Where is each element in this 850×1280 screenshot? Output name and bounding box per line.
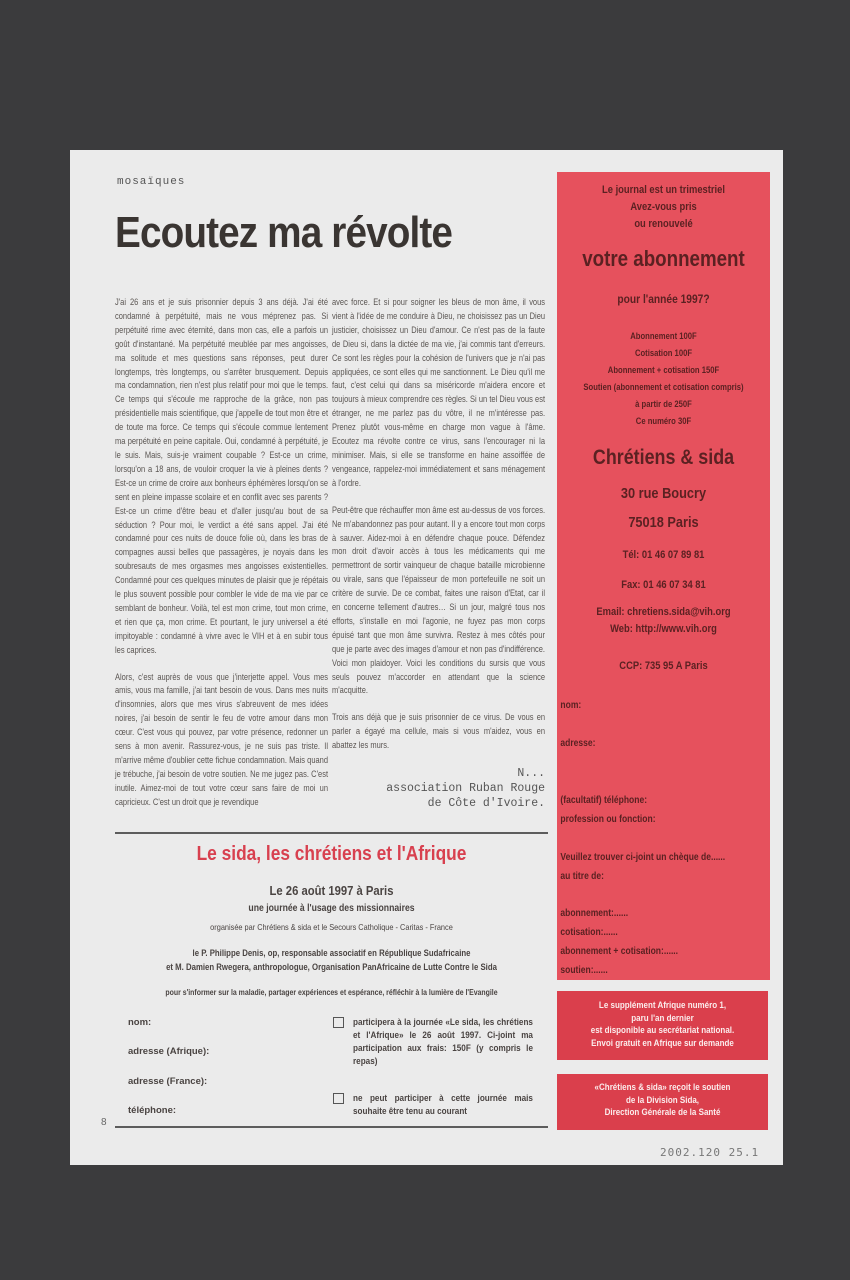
supplement-notice: [557, 991, 768, 1060]
article-title: Ecoutez ma révolte: [115, 208, 453, 257]
support-notice: [557, 1074, 768, 1130]
form-cotisation[interactable]: cotisation:......: [560, 927, 618, 938]
price-item: Ce numéro 30F: [635, 416, 692, 426]
article-column-1: [115, 296, 328, 823]
option-text: participera à la journée «Le sida, les chrétiens et l'Afrique» le 26 août 1997. Ci-joint ma participation aux frais: 150F (y compris le repas): [353, 1017, 533, 1067]
checkbox[interactable]: [333, 1093, 344, 1104]
org-web[interactable]: Web: http://www.vih.org: [610, 623, 717, 635]
paragraph: J'ai 26 ans et je suis prisonnier depuis 3 ans déjà. J'ai été condamné à perpétuité, mais ne vous méprenez pas. Si perpétuité rime avec éternité, dans mon cas, elle a parfois un goût d'instantané. Ma perpétuité meublée par mes angoisses, ma solitude et mes questions sans réponses, peut durer longtemps, très longtemps, ou s'arrêter brusquement. Depuis ma condamnation, rien n'est plus relatif pour moi que le temps. Ce temps qui s'écoule me rapproche de la grâce, non pas présidentielle mais scientifique, que j'appelle de tout mon être et de toute ma force. Ce temps qui s'écoule commue lentement ma perpétuité en peine capitale. Oui, condamné à perpétuité, je le suis. Mais, suis-je vraiment coupable ? Est-ce un crime, lorsqu'on a 18 ans, de vouloir croquer la vie à pleines dents ? Est-ce un crime de croire aux bonheurs éphémères lorsqu'on se sent en pleine impasse scolaire et en conflit avec ses parents ? Est-ce un crime d'être beau et d'aller jusqu'au bout de sa séduction ? Pour moi, le verdict a été sans appel. J'ai été condamné pour ces nuits de douce folie où, dans les bras de compagnes aussi belles que passagères, je noyais dans les soubresauts de mes orgasmes mes angoisses existentielles. Condamné pour ces quelques minutes de plaisir que je répétais le plus souvent possible pour combler le vide de ma vie par ce semblant de bonheur. Voilà, tel est mon crime, tout mon crime, et rien que ça, mon crime. Et pourtant, le jury universel a été impitoyable : condamné à vivre avec le VIH et à en subir tous les caprices.: [115, 297, 329, 656]
org-ccp: CCP: 735 95 A Paris: [619, 660, 708, 672]
article-column-2: [332, 296, 545, 811]
org-email[interactable]: Email: chretiens.sida@vih.org: [596, 606, 731, 618]
intro-line: Avez-vous pris: [630, 201, 697, 213]
form-cheque: Veuillez trouver ci-joint un chèque de......: [560, 852, 726, 863]
section-label: mosaïques: [117, 176, 186, 188]
intro-line: ou renouvelé: [634, 218, 693, 230]
form-abonnement[interactable]: abonnement:......: [560, 908, 629, 919]
event-subtitle: une journée à l'usage des missionnaires: [248, 903, 415, 914]
divider: [115, 832, 548, 834]
column-text: [332, 296, 545, 753]
subscription-year: pour l'année 1997?: [617, 292, 710, 306]
event-title: Le sida, les chrétiens et l'Afrique: [196, 843, 467, 865]
notice-text: [557, 1000, 768, 1050]
column-text: [115, 296, 328, 810]
form-title: au titre de:: [560, 871, 604, 882]
page-number: 8: [101, 1117, 107, 1128]
form-address[interactable]: adresse:: [560, 738, 596, 749]
intro-line: Le journal est un trimestriel: [602, 184, 725, 196]
event-organizers: organisée par Chrétiens & sida et le Secours Catholique - Caritas - France: [210, 922, 453, 932]
notice-line: Envoi gratuit en Afrique sur demande: [591, 1037, 734, 1049]
checkbox[interactable]: [333, 1017, 344, 1028]
price-item: Soutien (abonnement et cotisation compris): [583, 382, 744, 392]
handwritten-accession-number: 2002.120 25.1: [660, 1146, 760, 1159]
field-name[interactable]: nom:: [128, 1017, 152, 1028]
org-name: Chrétiens & sida: [592, 446, 735, 469]
org-street: 30 rue Boucry: [620, 485, 707, 502]
divider: [115, 1126, 548, 1128]
notice-line: est disponible au secrétariat national.: [590, 1025, 735, 1036]
subscription-intro: [557, 182, 770, 233]
event-announcement: [115, 843, 548, 1000]
price-item: Cotisation 100F: [634, 348, 693, 358]
org-fax: Fax: 01 46 07 34 81: [621, 579, 706, 591]
notice-line: de la Division Sida,: [625, 1094, 700, 1106]
notice-line: «Chrétiens & sida» reçoit le soutien: [594, 1082, 731, 1093]
field-address-france[interactable]: adresse (France):: [128, 1076, 208, 1087]
org-city: 75018 Paris: [628, 514, 699, 531]
field-telephone[interactable]: téléphone:: [128, 1105, 177, 1116]
notice-line: Le supplément Afrique numéro 1,: [598, 1000, 727, 1011]
event-purpose: pour s'informer sur la maladie, partager expériences et espérance, réfléchir à la lumière de l'Evangile: [165, 988, 498, 997]
paragraph: avec force. Et si pour soigner les bleus de mon âme, il vous vient à l'idée de me conduire à Dieu, ne choisissez pas un Dieu justicier, choisissez un Dieu d'amour. Ce n'est pas de la faute de Dieu si, dans la dictée de ma vie, j'ai commis tant d'erreurs. Ce sont les règles pour la cohésion de l'univers que je n'ai pas appliquées, ce sont elles qui me sanctionnent. Le Dieu qu'il me faut, c'est celui qui dans sa miséricorde m'aidera encore et toujours à mieux comprendre ces règles. Si un tel Dieu vous est étranger, ne me parlez pas du vôtre, il ne m'intéresse pas. Prenez plutôt vous-même en charge mon vague à l'âme. Ecoutez ma révolte contre ce virus, sans l'encourager ni la minimiser. Mais, si elle se transforme en haine assoiffée de vengeance, rappelez-moi immédiatement et sans ménagement à l'ordre.: [332, 297, 546, 489]
signature-line: de Côte d'Ivoire.: [427, 797, 545, 811]
event-date: Le 26 août 1997 à Paris: [269, 883, 394, 898]
notice-line: Direction Générale de la Santé: [604, 1107, 721, 1118]
price-item: à partir de 250F: [635, 399, 692, 409]
option-text-wrap: [353, 1016, 533, 1068]
form-soutien[interactable]: soutien:......: [560, 965, 608, 976]
form-abonnement-cotisation[interactable]: abonnement + cotisation:......: [560, 946, 679, 957]
signature-line: association Ruban Rouge: [386, 782, 545, 796]
event-speaker: et M. Damien Rwegera, anthropologue, Organisation PanAfricaine de Lutte Contre le Sida: [166, 962, 497, 972]
subscription-content: [557, 172, 770, 980]
paragraph: Trois ans déjà que je suis prisonnier de ce virus. De vous en parler a égayé ma cellule, mais si vous m'aidez, vous en abattez les murs.: [332, 712, 546, 752]
price-item: Abonnement 100F: [630, 331, 697, 341]
form-name[interactable]: nom:: [560, 700, 582, 711]
subscription-panel: [557, 172, 770, 980]
form-profession[interactable]: profession ou fonction:: [560, 814, 656, 825]
org-tel: Tél: 01 46 07 89 81: [622, 549, 705, 561]
paragraph: Peut-être que réchauffer mon âme est au-dessus de vos forces. Ne m'abandonnez pas pour autant. Il y a encore tout mon corps à sauver. Aidez-moi à en défendre chaque pouce. Défendez mon droit d'avoir accès à tous les médicaments qui me permettront de sortir vainqueur de chaque bataille microbienne ou virale, sans que l'épaisseur de mon portefeuille ne soit un critère de survie. De ce combat, faites une raison d'Etat, car il en concerne tellement d'autres… Si un jour, malgré tous nos efforts, s'installe en moi l'agonie, ne fuyez pas mon corps épuisé tant que mon âme survivra. Restez à mes côtés pour que je parte avec des images d'amour et non pas d'indifférence. Voici mon plaidoyer. Voici les conditions du sursis que vous seuls pouvez m'accorder en attendant que la science m'acquitte.: [332, 504, 546, 697]
field-address-africa[interactable]: adresse (Afrique):: [128, 1046, 210, 1057]
price-list: [557, 328, 770, 430]
event-text: [115, 843, 548, 1000]
notice-line: paru l'an dernier: [631, 1012, 694, 1024]
price-item: Abonnement + cotisation 150F: [607, 365, 720, 375]
option-text-wrap: [353, 1092, 533, 1118]
notice-text: [557, 1082, 768, 1120]
form-phone[interactable]: (facultatif) téléphone:: [560, 795, 648, 806]
option-text: ne peut participer à cette journée mais souhaite être tenu au courant: [353, 1093, 533, 1117]
event-speaker: le P. Philippe Denis, op, responsable associatif en République Sudafricaine: [192, 948, 471, 958]
signature: [332, 766, 545, 811]
subscription-headline: votre abonnement: [582, 246, 745, 271]
signature-line: N...: [517, 767, 545, 781]
paragraph: Alors, c'est auprès de vous que j'interjette appel. Vous mes amis, vous ma famille, j'ai tant besoin de vous. Dans mes nuits d'insomnies, alors que mes virus s'abreuvent de mes idées noires, j'ai besoin de sentir le feu de votre amour dans mon cœur. C'est vous qui pouvez, par votre présence, redonner un sens à mon avenir. Rassurez-vous, je ne suis pas triste. Il m'arrive même d'oublier cette fichue condamnation. Mais quand je trébuche, j'ai besoin de votre soutien. Ne me jugez pas. C'est inutile. Aimez-moi de tout votre cœur sans faire de moi un capricieux. C'est un droit que je revendique: [115, 671, 329, 808]
